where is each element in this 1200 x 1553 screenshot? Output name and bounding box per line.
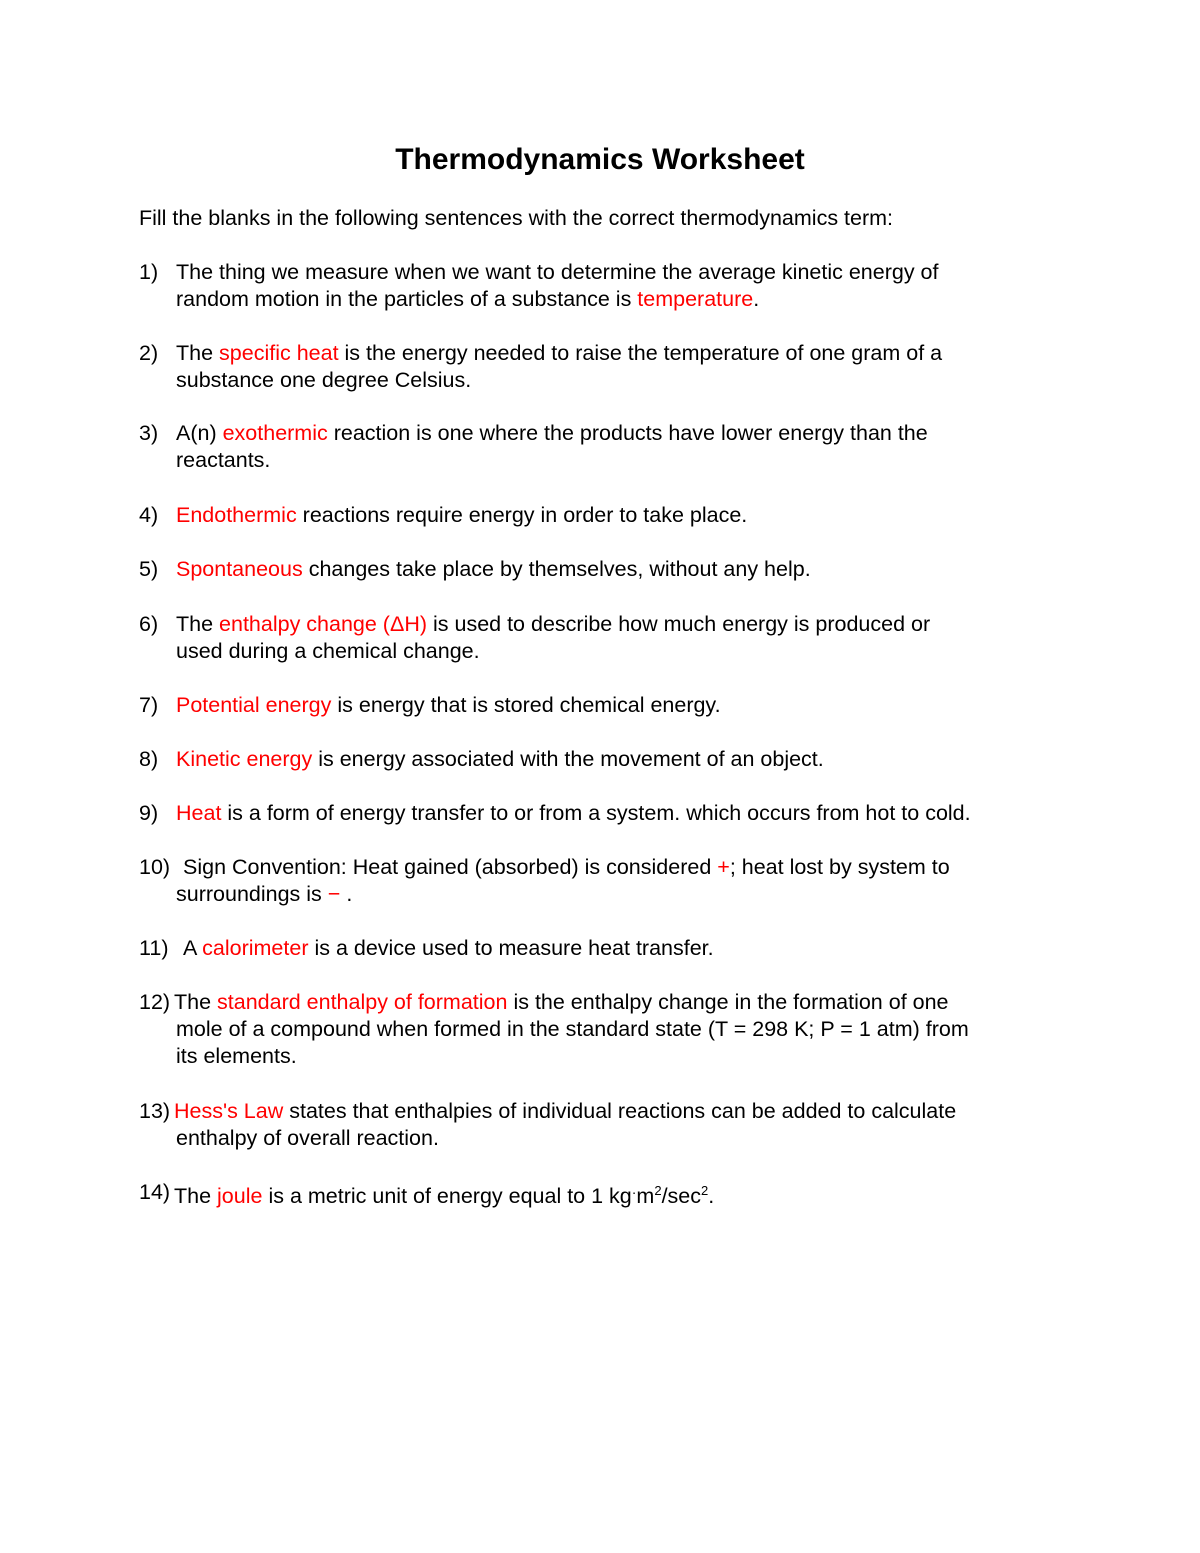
question-line: Potential energy is energy that is stored chemical energy. [176, 693, 721, 717]
question-line: The standard enthalpy of formation is the enthalpy change in the formation of one [174, 990, 949, 1014]
question-line: Sign Convention: Heat gained (absorbed) is considered +; heat lost by system to [183, 855, 950, 879]
question-number: 5) [139, 557, 159, 581]
answer-term: Heat [176, 801, 222, 825]
answer-term: + [717, 855, 730, 879]
question-line: mole of a compound when formed in the standard state (T = 298 K; P = 1 atm) from [176, 1017, 969, 1041]
question-number: 13) [139, 1099, 171, 1123]
question-number: 3) [139, 421, 159, 445]
question-line: The thing we measure when we want to determine the average kinetic energy of [176, 260, 939, 284]
answer-term: exothermic [222, 421, 328, 445]
question-number: 14) [139, 1180, 171, 1204]
question-line: surroundings is − . [176, 882, 353, 906]
question-line: Kinetic energy is energy associated with the movement of an object. [176, 747, 824, 771]
question-line: Heat is a form of energy transfer to or from a system. which occurs from hot to cold. [176, 801, 971, 825]
question-line: Spontaneous changes take place by themselves, without any help. [176, 557, 811, 581]
answer-term: Spontaneous [176, 557, 303, 581]
question-number: 1) [139, 260, 159, 284]
answer-term: Potential energy [176, 693, 332, 717]
question-line: The joule is a metric unit of energy equal to 1 $kg^\cdot m^2/\sec^2$. [174, 1183, 715, 1208]
answer-term: temperature [637, 287, 754, 311]
question-line: Hess's Law states that enthalpies of individual reactions can be added to calculate [174, 1099, 957, 1123]
answer-term: standard enthalpy of formation [217, 990, 508, 1014]
answer-term: Kinetic energy [176, 747, 313, 771]
exponent: 2 [701, 1183, 709, 1198]
answer-term: Hess's Law [174, 1099, 284, 1123]
answer-term: enthalpy change (ΔH) [219, 612, 428, 636]
question-line: The specific heat is the energy needed to raise the temperature of one gram of a [176, 341, 943, 365]
question-number: 10) [139, 855, 171, 879]
answer-term: − [327, 882, 341, 906]
question-line: used during a chemical change. [176, 639, 480, 663]
question-line: Endothermic reactions require energy in order to take place. [176, 503, 748, 527]
question-line: The enthalpy change (ΔH) is used to describe how much energy is produced or [176, 612, 931, 636]
instructions: Fill the blanks in the following sentences with the correct thermodynamics term: [139, 206, 894, 230]
question-number: 11) [139, 936, 169, 960]
question-number: 9) [139, 801, 159, 825]
question-line: its elements. [176, 1044, 297, 1068]
question-line: A(n) exothermic reaction is one where the products have lower energy than the [176, 421, 928, 445]
question-line: random motion in the particles of a substance is temperature. [176, 287, 760, 311]
question-number: 12) [139, 990, 171, 1014]
question-line: A calorimeter is a device used to measure heat transfer. [183, 936, 714, 960]
question-number: 8) [139, 747, 159, 771]
multiplication-dot: · [631, 1184, 637, 1200]
question-number: 6) [139, 612, 159, 636]
question-number: 7) [139, 693, 159, 717]
question-number: 4) [139, 503, 159, 527]
answer-term: specific heat [219, 341, 339, 365]
question-number: 2) [139, 341, 159, 365]
answer-term: joule [217, 1184, 263, 1208]
answer-term: calorimeter [202, 936, 309, 960]
question-line: enthalpy of overall reaction. [176, 1126, 439, 1150]
page-title: Thermodynamics Worksheet [395, 143, 805, 176]
answer-term: Endothermic [176, 503, 297, 527]
exponent: 2 [654, 1183, 662, 1198]
question-line: reactants. [176, 448, 271, 472]
question-line: substance one degree Celsius. [176, 368, 472, 392]
